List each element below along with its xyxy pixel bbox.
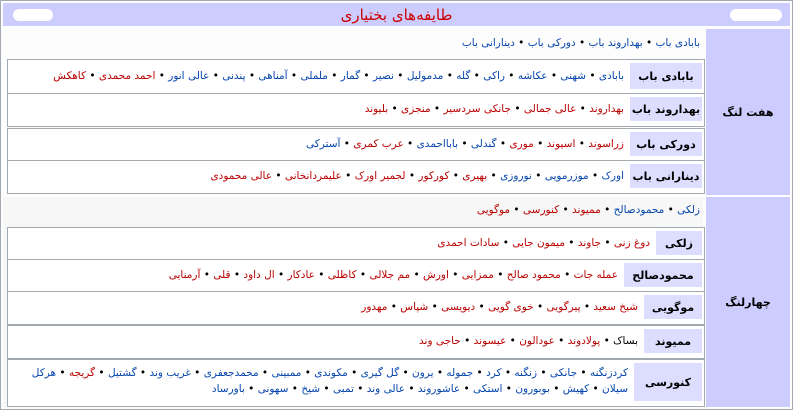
tribe-link[interactable]: کنورسی (522, 204, 560, 216)
bullet-separator: • (585, 70, 599, 82)
subgroup-links (365, 103, 624, 115)
bullet-separator: • (575, 138, 589, 150)
tribe-link[interactable]: هرکل (31, 367, 57, 379)
bullet-separator: • (190, 367, 204, 379)
tribe-link[interactable]: بهیری (462, 170, 488, 182)
tribe-link[interactable]: عمله جات (573, 269, 618, 281)
bullet-separator: • (403, 138, 417, 150)
group-top-links (477, 204, 700, 216)
bullet-separator: • (576, 103, 590, 115)
bullet-separator: • (531, 170, 545, 182)
tribe-link[interactable]: پولادوند (567, 335, 601, 347)
subgroup-name[interactable]: موگویی (644, 295, 702, 319)
tribe-link[interactable]: عودالون (519, 335, 555, 347)
subgroup-links (419, 335, 638, 347)
subgroup-row (7, 325, 705, 359)
bullet-separator: • (499, 237, 513, 249)
tribe-link[interactable]: بوبورون (515, 383, 550, 395)
bullet-separator: • (664, 204, 678, 216)
tribe-link[interactable]: کورکور (418, 170, 450, 182)
bullet-separator: • (347, 367, 361, 379)
bullet-separator: • (511, 103, 524, 115)
tribe-link[interactable]: خوی گویی (488, 301, 534, 313)
subgroup-name[interactable]: بابادی باب (630, 63, 702, 89)
tribe-link[interactable]: ممزایی (461, 269, 494, 281)
subgroup-name[interactable]: ممیوند (644, 329, 702, 353)
tribe-link[interactable]: گندلی (470, 138, 497, 150)
tribe-link[interactable]: جاوند (577, 237, 602, 249)
tribe-link[interactable]: جانکی سردسیر (443, 103, 511, 115)
tribe-link[interactable]: دیویسی (441, 301, 476, 313)
tribe-link[interactable]: عالی محمودی (210, 170, 272, 182)
bullet-separator: • (458, 138, 471, 150)
tribe-link[interactable]: عالی وند (366, 383, 406, 395)
bullet-separator: • (393, 70, 407, 82)
tribe-link[interactable]: بابادی (598, 70, 624, 82)
tribe-link[interactable]: منجزی (401, 103, 431, 115)
subgroup-row (7, 291, 705, 325)
bullet-separator: • (136, 367, 150, 379)
tribe-link[interactable]: مهدور (361, 301, 388, 313)
subgroup-links (169, 269, 618, 281)
tribe-link[interactable]: کاهکش (53, 70, 86, 82)
bullet-separator: • (549, 383, 563, 395)
bullet-separator: • (470, 70, 484, 82)
bullet-separator: • (287, 70, 301, 82)
bullet-separator: • (448, 269, 462, 281)
bullet-separator: • (588, 170, 602, 182)
bullet-separator: • (510, 204, 523, 216)
bullet-separator: • (314, 269, 328, 281)
bullet-separator: • (559, 204, 573, 216)
bullet-separator: • (575, 37, 589, 49)
tribe-link[interactable]: عالی انور (168, 70, 210, 82)
tribe-link[interactable]: بابااحمدی (416, 138, 459, 150)
tribe-link[interactable]: علیمردانخانی (284, 170, 342, 182)
tribe-link[interactable]: تمبی (332, 383, 354, 395)
tribe-link[interactable]: عاشوروند (417, 383, 461, 395)
tribe-link[interactable]: موری (509, 138, 534, 150)
tribe-link[interactable]: محمودصالح (613, 204, 665, 216)
tribe-link[interactable]: پیرگویی (546, 301, 581, 313)
bullet-separator: • (473, 367, 487, 379)
tribe-link[interactable]: عکاشه (517, 70, 548, 82)
tribe-link[interactable]: محمود صالح (506, 269, 561, 281)
bullet-separator: • (493, 269, 507, 281)
bullet-separator: • (405, 170, 419, 182)
tribe-link[interactable]: بهداروند باب (588, 37, 643, 49)
subgroup-links (306, 138, 624, 150)
title-bar (3, 3, 790, 26)
bullet-separator: • (410, 269, 424, 281)
tribe-link[interactable]: گل گیری (360, 367, 400, 379)
bullet-separator: • (433, 367, 447, 379)
tribe-link[interactable]: مکوندی (314, 367, 348, 379)
tribe-link[interactable]: میمون جایی (512, 237, 565, 249)
bullet-separator: • (327, 70, 341, 82)
bullet-separator: • (554, 335, 568, 347)
tribe-link[interactable]: مدمولیل (406, 70, 444, 82)
tribe-link[interactable]: شپاس (400, 301, 429, 313)
tribe-link[interactable]: کهیش (562, 383, 590, 395)
tribe-link[interactable]: بلیوند (364, 103, 389, 115)
tribe-link[interactable]: ممیوند (572, 204, 601, 216)
bullet-separator: • (301, 367, 315, 379)
bullet-separator: • (360, 70, 373, 82)
bullet-separator: • (475, 301, 489, 313)
bullet-separator: • (430, 103, 444, 115)
tribe-link[interactable]: گشتیل (107, 367, 137, 379)
tribe-link[interactable]: لجمیر اورک (354, 170, 406, 182)
tribe-link[interactable]: پندنی (222, 70, 246, 82)
bullet-separator: • (460, 335, 474, 347)
bullet-separator: • (271, 170, 285, 182)
subgroup-name[interactable]: زلکی (656, 231, 702, 255)
tribe-link[interactable]: کرد (486, 367, 502, 379)
tribe-link[interactable]: ال داود (243, 269, 275, 281)
bullet-separator: • (230, 269, 244, 281)
subgroup-links (361, 301, 638, 313)
tribe-link[interactable]: باورساد (211, 383, 245, 395)
tribe-link[interactable]: یرون (412, 367, 434, 379)
bullet-separator: • (258, 367, 272, 379)
tribe-link[interactable]: قلی (213, 269, 231, 281)
bullet-separator: • (341, 170, 355, 182)
bullet-separator: • (399, 367, 412, 379)
tribe-link[interactable]: آسترکی (306, 138, 341, 150)
tribe-link[interactable]: محمدجعفری (203, 367, 259, 379)
bullet-separator: • (577, 367, 590, 379)
group-top-links (462, 37, 700, 49)
subgroup-row (7, 359, 705, 407)
tribe-link[interactable]: ململی (300, 70, 328, 82)
subgroup-row (7, 227, 705, 261)
tribe-link[interactable]: گله (456, 70, 471, 82)
bullet-separator: • (340, 138, 354, 150)
tribe-link[interactable]: بهداروند (589, 103, 624, 115)
subgroup-links (53, 70, 624, 82)
tribe-link[interactable]: عرب کمری (353, 138, 404, 150)
tribe-link[interactable]: موگویی (476, 204, 511, 216)
tribe-link[interactable]: نوروزی (500, 170, 532, 182)
subgroup-row (7, 128, 705, 162)
bullet-separator: • (502, 383, 516, 395)
bullet-separator: • (387, 301, 401, 313)
bullet-separator: • (56, 367, 69, 379)
bullet-separator: • (209, 70, 223, 82)
tribe-link[interactable]: سهونی (257, 383, 289, 395)
bullet-separator: • (580, 301, 594, 313)
subgroup-name[interactable]: دورکی باب (630, 132, 702, 156)
tribe-link[interactable]: نصیر (372, 70, 394, 82)
tribe-link[interactable]: بابادی باب (655, 37, 700, 49)
tribe-link[interactable]: زنگنه (514, 367, 538, 379)
subgroup-name[interactable]: کنورسی (634, 363, 702, 401)
bullet-separator: • (533, 301, 547, 313)
subgroup-name[interactable]: بهداروند باب (630, 97, 702, 121)
bullet-separator: • (560, 269, 574, 281)
tribe-link[interactable]: زلکی (677, 204, 700, 216)
tribe-link[interactable]: اسیوند (546, 138, 576, 150)
tribe-link[interactable]: زراسوند (588, 138, 624, 150)
bullet-separator: • (537, 367, 550, 379)
subgroup-row (7, 59, 705, 95)
tribe-link[interactable]: سادات احمدی (437, 237, 500, 249)
bullet-separator: • (496, 138, 510, 150)
subgroup-links (212, 383, 628, 395)
bullet-separator: • (501, 367, 515, 379)
bullet-separator: • (533, 138, 547, 150)
bullet-separator: • (274, 269, 288, 281)
tribe-link[interactable]: جموله (446, 367, 474, 379)
bullet-separator: • (460, 383, 474, 395)
bullet-separator: • (600, 335, 614, 347)
tribe-link[interactable]: شهنی (560, 70, 586, 82)
tribe-link[interactable]: اورش (423, 269, 449, 281)
bullet-separator: • (353, 383, 367, 395)
tribe-link[interactable]: گمار (340, 70, 361, 82)
show-hide-button[interactable] (730, 9, 782, 21)
subgroup-name[interactable]: محمودصالح (624, 263, 702, 287)
tribe-link[interactable]: اورک (601, 170, 624, 182)
bullet-separator: • (506, 335, 520, 347)
bullet-separator: • (288, 383, 302, 395)
subgroup-row (7, 259, 705, 293)
bullet-separator: • (200, 269, 214, 281)
tribe-link[interactable]: کاظلی (327, 269, 357, 281)
tribe-link[interactable]: شیخ سعید (593, 301, 638, 313)
bullet-separator: • (85, 70, 99, 82)
bullet-separator: • (155, 70, 169, 82)
bullet-separator: • (589, 383, 603, 395)
tribe-link[interactable]: راکی (483, 70, 505, 82)
bullet-separator: • (564, 237, 578, 249)
bullet-separator: • (428, 301, 442, 313)
bullet-separator: • (601, 237, 614, 249)
tribe-link[interactable]: جانکی (549, 367, 578, 379)
group-name[interactable]: چهارلنگ (706, 197, 790, 407)
bullet-separator: • (356, 269, 370, 281)
tribe-link[interactable]: ممبینی (271, 367, 302, 379)
tribe-link[interactable]: دوغ زنی (613, 237, 650, 249)
tribe-link[interactable]: عادکار (287, 269, 315, 281)
bullet-separator: • (504, 70, 518, 82)
bullet-separator: • (388, 103, 401, 115)
tribe-link[interactable]: بساک (613, 335, 638, 347)
bullet-separator: • (443, 70, 457, 82)
bullet-separator: • (245, 70, 259, 82)
tribe-link[interactable]: آرمنایی (168, 269, 201, 281)
tribe-link[interactable]: آمناهی (258, 70, 288, 82)
tribe-link[interactable]: عیسوند (473, 335, 507, 347)
tribe-link[interactable]: حاجی وند (419, 335, 461, 347)
subgroup-links (210, 170, 624, 182)
bullet-separator: • (95, 367, 108, 379)
bullet-separator: • (487, 170, 501, 182)
tribe-link[interactable]: موزرمویی (544, 170, 589, 182)
tribe-link[interactable]: استکی (473, 383, 503, 395)
tribe-link[interactable]: احمد محمدی (98, 70, 156, 82)
tribe-link[interactable]: کردزنگنه (589, 367, 628, 379)
bullet-separator: • (514, 37, 528, 49)
tribe-link[interactable]: سیلان (602, 383, 628, 395)
bullet-separator: • (405, 383, 418, 395)
bullet-separator: • (600, 204, 614, 216)
tribe-link[interactable]: گریجه (68, 367, 96, 379)
subgroup-links (437, 237, 650, 249)
tribe-link[interactable]: مم جلالی (369, 269, 411, 281)
tribe-link[interactable]: شیخ (301, 383, 321, 395)
subgroup-row (7, 160, 705, 194)
bullet-separator: • (642, 37, 656, 49)
group-name[interactable]: هفت لنگ (706, 29, 790, 195)
bullet-separator: • (449, 170, 463, 182)
subgroup-links (32, 367, 628, 379)
bullet-separator: • (320, 383, 333, 395)
subgroup-row (7, 93, 705, 127)
tribe-link[interactable]: دینارانی باب (461, 37, 515, 49)
bullet-separator: • (244, 383, 258, 395)
tribe-link[interactable]: عالی جمالی (523, 103, 577, 115)
page-title: طایفه‌های بختیاری (340, 6, 453, 24)
tribe-link[interactable]: غریب وند (149, 367, 191, 379)
subgroup-name[interactable]: دینارانی باب (630, 164, 702, 188)
tribe-link[interactable]: دورکی باب (527, 37, 576, 49)
bullet-separator: • (547, 70, 561, 82)
